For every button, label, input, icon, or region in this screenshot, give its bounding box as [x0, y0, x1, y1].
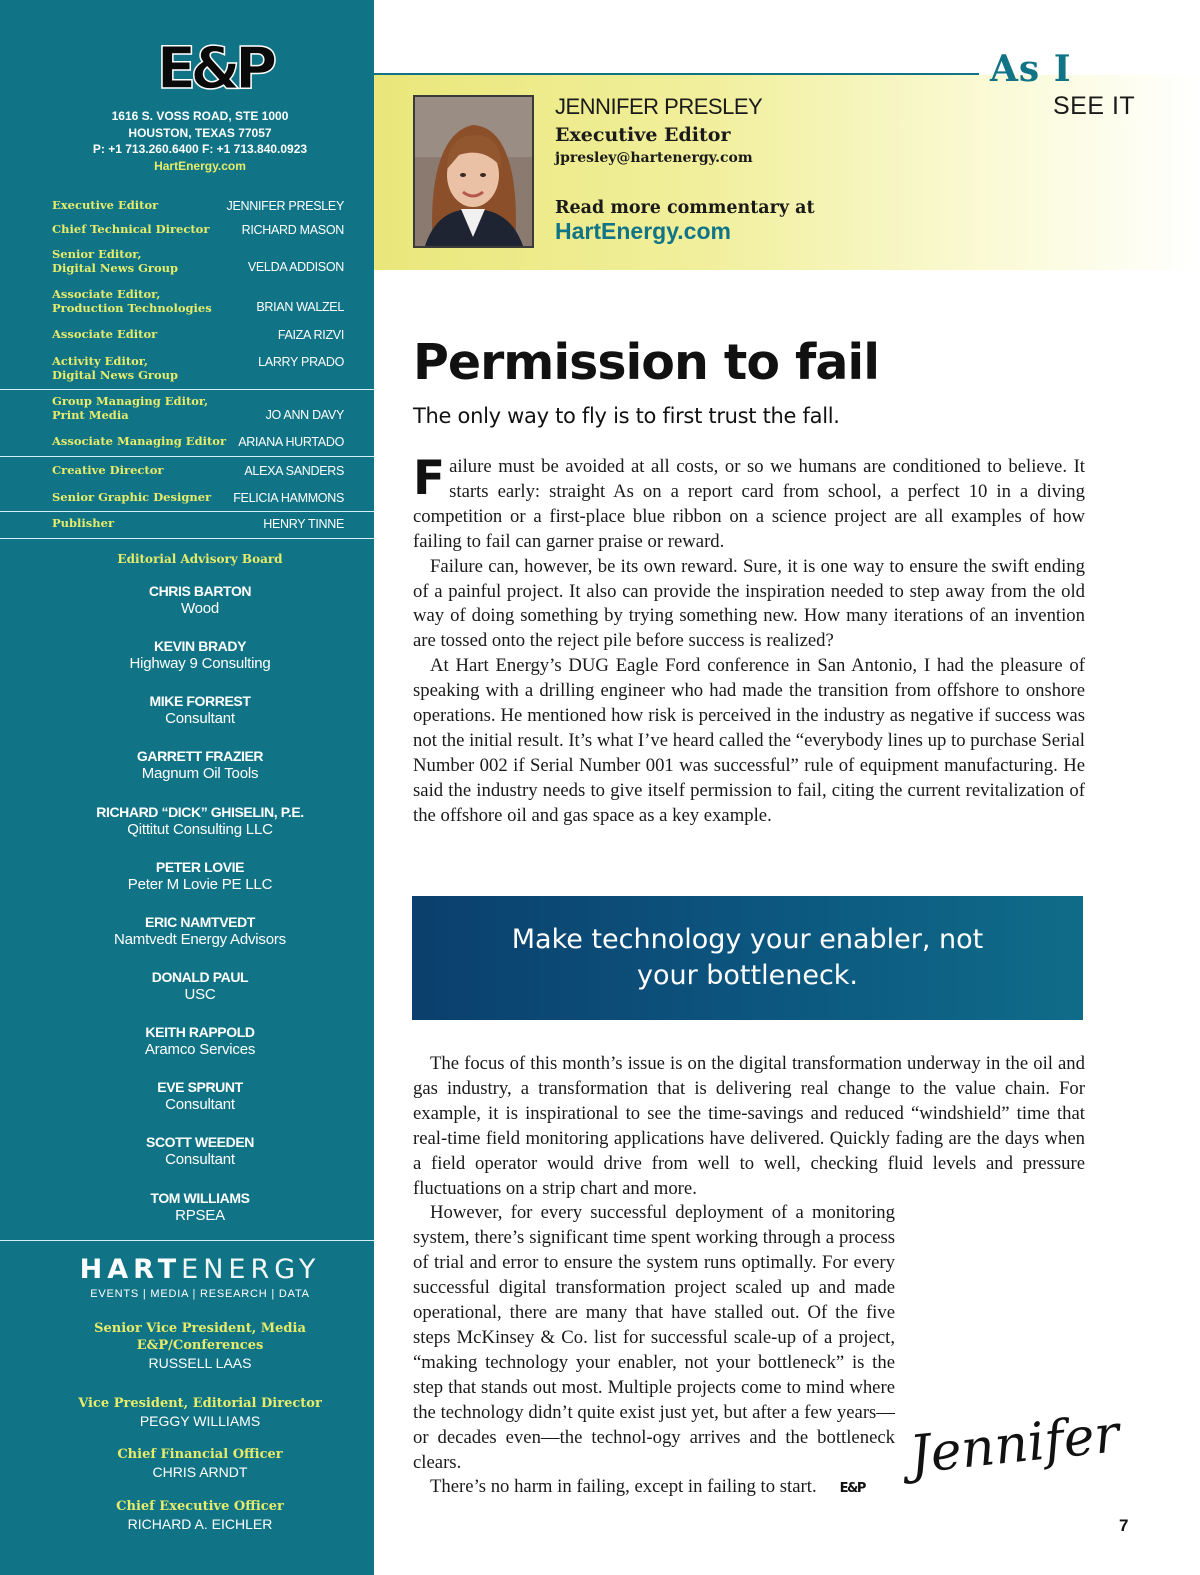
masthead-title: Associate Editor	[52, 327, 158, 341]
article-body-top	[413, 451, 1085, 829]
masthead-title: Activity Editor, Digital News Group	[52, 354, 179, 382]
hart-logo-light: ENERGY	[181, 1254, 321, 1285]
board-member	[0, 637, 400, 673]
executive-title: Vice President, Editorial Director	[78, 1396, 322, 1411]
pull-quote	[412, 896, 1083, 1020]
divider	[0, 456, 374, 457]
author-name: JENNIFER PRESLEY	[555, 94, 763, 119]
more-commentary-link[interactable]: HartEnergy.com	[555, 218, 731, 244]
masthead-name: LARRY PRADO	[258, 355, 344, 369]
executive-entry	[0, 1446, 400, 1481]
executive-entry	[0, 1320, 400, 1372]
masthead-name: HENRY TINNE	[263, 517, 344, 531]
executive-name: PEGGY WILLIAMS	[139, 1413, 261, 1429]
more-commentary-label: Read more commentary at	[555, 198, 815, 218]
author-title: Executive Editor	[555, 124, 731, 146]
column-rule	[374, 73, 979, 75]
end-mark: E&P	[839, 1481, 865, 1497]
address-block	[0, 108, 400, 174]
masthead-name: JO ANN DAVY	[265, 408, 344, 422]
board-member	[0, 1078, 400, 1114]
board-member-affiliation: Magnum Oil Tools	[141, 765, 259, 782]
executive-title: Chief Financial Officer	[117, 1447, 283, 1462]
board-member	[0, 1023, 400, 1059]
masthead-sidebar	[0, 0, 374, 1575]
board-member	[0, 747, 400, 783]
board-member-affiliation: Highway 9 Consulting	[129, 655, 271, 672]
masthead-title: Executive Editor	[52, 198, 159, 212]
masthead-title: Senior Graphic Designer	[52, 490, 212, 504]
board-member-name: SCOTT WEEDEN	[146, 1134, 254, 1150]
board-member	[0, 1189, 400, 1225]
board-member-name: KEVIN BRADY	[153, 638, 247, 654]
board-member-name: RICHARD “DICK” GHISELIN, P.E.	[96, 804, 304, 820]
board-member	[0, 692, 400, 728]
masthead-title: Publisher	[52, 516, 114, 530]
address-street: 1616 S. VOSS ROAD, STE 1000	[111, 109, 289, 123]
author-email-link[interactable]: jpresley@hartenergy.com	[555, 150, 753, 166]
executive-entry	[0, 1395, 400, 1430]
board-member	[0, 1133, 400, 1169]
signature-text: Jennifer	[906, 1404, 1123, 1486]
masthead-title: Associate Editor, Production Technologies	[52, 287, 212, 315]
hart-energy-logo	[0, 1254, 400, 1285]
first-paragraph-text: ailure must be avoided at all costs, or so we humans are conditioned to believe. It starts early: straight As on a report card from school, a perfect 10 in a diving competition or a first-place blue ribbon on a science project are all examples of how failing to fail can garner praise or reward.	[413, 456, 1085, 552]
board-member-affiliation: USC	[184, 986, 216, 1003]
board-member	[0, 582, 400, 618]
masthead-name: FAIZA RIZVI	[277, 328, 344, 342]
advisory-board-heading: Editorial Advisory Board	[117, 552, 283, 566]
masthead-name: JENNIFER PRESLEY	[226, 199, 344, 213]
article-paragraph: However, for every successful deployment of a monitoring system, there’s significant time spent working through a process of trial and error to ensure the system runs optimally. For every successful digital transformation project scaled up and made operational, there are many that have stalled out. Of the five steps McKinsey & Co. list for successful scale-up of a project, “making technology your enabler, not your bottleneck” is the step that stands out most. Multiple projects come to mind where the technology didn’t quite exist just yet, but after a few years—or decades even—the technol-ogy arrives and the bottleneck clears.	[413, 1202, 895, 1473]
board-member	[0, 803, 400, 839]
executive-title: Senior Vice President, Media E&P/Conferences	[94, 1321, 306, 1353]
executive-title: Chief Executive Officer	[116, 1499, 284, 1514]
address-phone: P: +1 713.260.6400 F: +1 713.840.0923	[92, 142, 308, 156]
masthead-title: Chief Technical Director	[52, 222, 210, 236]
board-member-affiliation: Wood	[180, 600, 220, 617]
article-paragraph: The focus of this month’s issue is on the digital transformation underway in the oil and gas industry, a transformation that is delivering real change to the value chain. For example, it is inspirational to see the time-savings and reduced “windshield” time that real-time field monitoring applications have delivered. Quickly fading are the days when a field operator would drive from well to well, checking fluid levels and pressure fluctuations on a strip chart and more.	[413, 1053, 1085, 1199]
board-member	[0, 913, 400, 949]
pull-quote-text: Make technology your enabler, not your bottleneck.	[511, 924, 984, 991]
board-member-name: DONALD PAUL	[151, 969, 249, 985]
executive-name: RUSSELL LAAS	[148, 1355, 252, 1371]
website-link[interactable]: HartEnergy.com	[154, 158, 246, 173]
board-member-name: ERIC NAMTVEDT	[145, 914, 255, 930]
divider	[0, 1240, 374, 1241]
executive-entry	[0, 1498, 400, 1533]
board-member	[0, 858, 400, 894]
board-member-affiliation: RPSEA	[175, 1207, 225, 1224]
masthead-name: VELDA ADDISON	[247, 260, 344, 274]
masthead-title: Senior Editor, Digital News Group	[52, 247, 179, 275]
board-member	[0, 968, 400, 1004]
author-portrait-image	[415, 97, 532, 246]
page-number: 7	[1119, 1516, 1129, 1535]
masthead-title: Group Managing Editor, Print Media	[52, 394, 209, 422]
board-member-name: EVE SPRUNT	[157, 1079, 243, 1095]
closing-text: There’s no harm in failing, except in failing to start.	[430, 1476, 817, 1498]
signature	[905, 1402, 1123, 1492]
ep-logo	[143, 34, 285, 102]
drop-cap: F	[413, 451, 446, 506]
article-paragraph: At Hart Energy’s DUG Eagle Ford conference in San Antonio, I had the pleasure of speaking with a drilling engineer who had made the transition from offshore to onshore operations. He mentioned how risk is perceived in the industry as negative if success was not the initial result. It’s what I’ve heard called the “everybody lines up to purchase Serial Number 002 if Serial Number 001 was successful” rule of equipment manufacturing. He said the industry needs to give itself permission to fail, citing the current revitalization of the offshore oil and gas space as a key example.	[413, 655, 1085, 826]
divider	[0, 511, 374, 512]
divider	[0, 389, 374, 390]
hart-energy-tagline: EVENTS | MEDIA | RESEARCH | DATA	[90, 1288, 310, 1300]
board-member-name: MIKE FORREST	[149, 693, 251, 709]
board-member-affiliation: Qittitut Consulting LLC	[127, 821, 273, 838]
board-member-affiliation: Consultant	[165, 1151, 235, 1168]
board-member-name: KEITH RAPPOLD	[145, 1024, 255, 1040]
divider	[0, 538, 374, 539]
masthead-name: ARIANA HURTADO	[238, 435, 344, 449]
article-paragraph	[413, 451, 1085, 555]
masthead-title: Creative Director	[52, 463, 164, 477]
article-headline: Permission to fail	[413, 334, 880, 391]
board-member-affiliation: Consultant	[165, 710, 235, 727]
address-city: HOUSTON, TEXAS 77057	[128, 125, 272, 140]
board-member-affiliation: Namtvedt Energy Advisors	[114, 931, 286, 948]
masthead-name: FELICIA HAMMONS	[233, 491, 344, 505]
board-member-affiliation: Consultant	[165, 1096, 235, 1113]
article-deck: The only way to fly is to first trust the fall.	[413, 404, 840, 428]
board-member-name: PETER LOVIE	[155, 859, 245, 875]
board-member-name: TOM WILLIAMS	[150, 1190, 250, 1206]
masthead-name: RICHARD MASON	[241, 223, 344, 237]
author-photo	[413, 95, 534, 248]
board-member-affiliation: Aramco Services	[144, 1041, 256, 1058]
executive-name: CHRIS ARNDT	[152, 1464, 248, 1480]
masthead-name: ALEXA SANDERS	[244, 464, 344, 478]
masthead-name: BRIAN WALZEL	[256, 300, 344, 314]
board-member-affiliation: Peter M Lovie PE LLC	[127, 876, 273, 893]
masthead-title: Associate Managing Editor	[52, 434, 227, 448]
column-label-top: As I	[990, 48, 1072, 90]
svg-text:E&P: E&P	[156, 34, 272, 102]
column-label-bottom: SEE IT	[1053, 92, 1136, 120]
board-member-name: CHRIS BARTON	[148, 583, 252, 599]
board-member-name: GARRETT FRAZIER	[136, 748, 264, 764]
executive-name: RICHARD A. EICHLER	[127, 1516, 273, 1532]
article-paragraph: Failure can, however, be its own reward. Sure, it is one way to ensure the swift ending of a painful project. It also can provide the inspiration needed to step away from the old way of doing something by trying something new. How many iterations of an invention are tossed onto the reject pile before success is realized?	[413, 555, 1085, 652]
hart-logo-bold: HART	[79, 1254, 182, 1285]
